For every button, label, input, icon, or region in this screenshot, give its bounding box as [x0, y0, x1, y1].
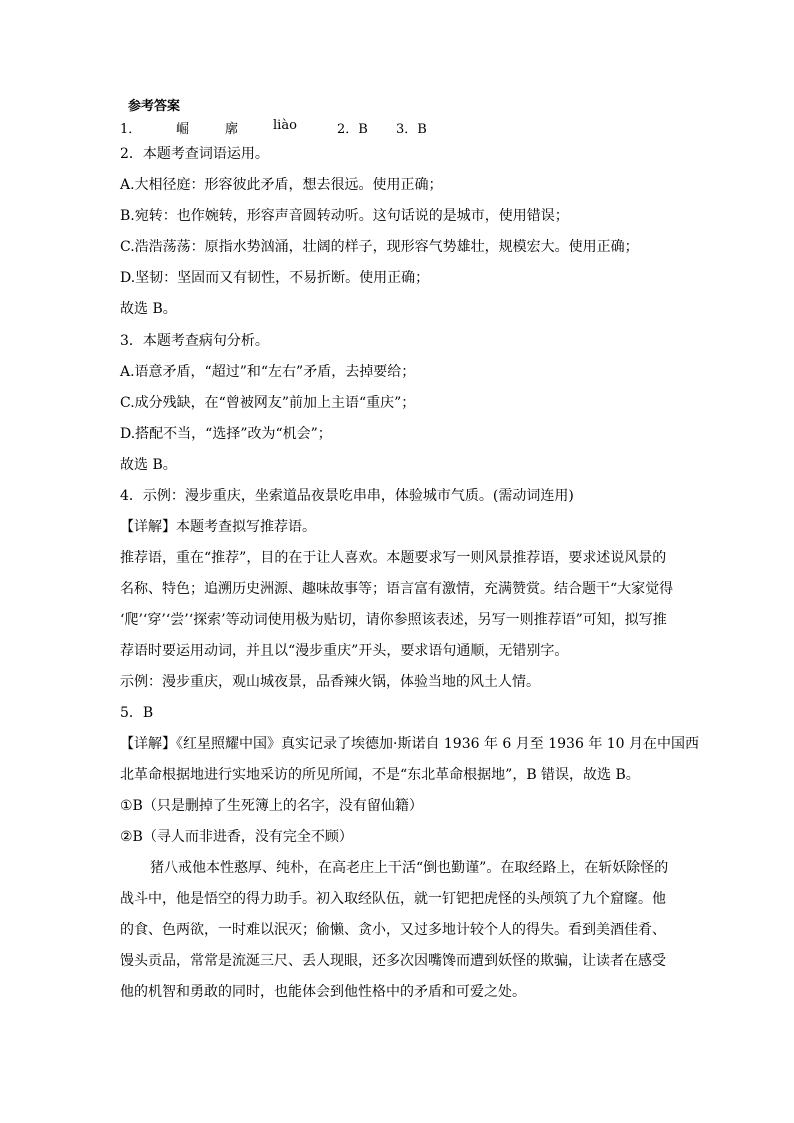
- q5-detail-line: 北革命根据地进行实地采访的所见所闻，不是“东北革命根据地”，B 错误，故选 B。: [120, 767, 640, 783]
- section-q2-heading: 2．本题考查词语运用。: [120, 146, 269, 162]
- q4-detail-line: ‘爬’‘穿’‘尝’‘探索’等动词使用极为贴切，请你参照该表述，另写一则推荐语”可知，拟写推: [120, 612, 667, 628]
- q2-option-b: B.宛转：也作婉转，形容声音圆转动听。这句话说的是城市，使用错误；: [120, 208, 569, 224]
- section-q3-heading: 3．本题考查病句分析。: [120, 333, 269, 349]
- answer-title: 参考答案: [128, 99, 181, 114]
- sub-answer-1: ①B（只是删掉了生死簿上的名字，没有留仙籍）: [120, 798, 423, 814]
- q3-option-c: C.成分残缺，在“曾被网友”前加上主语“重庆”；: [120, 395, 416, 411]
- essay-line: 他的机智和勇敢的同时，也能体会到他性格中的矛盾和可爱之处。: [120, 984, 526, 1000]
- q3-answer: 3．B: [396, 122, 427, 137]
- sub-answer-2: ②B（寻人而非进香，没有完全不顾）: [120, 829, 353, 845]
- q1-answer-b: 廓: [225, 122, 239, 137]
- q5-detail-line: 【详解】《红星照耀中国》真实记录了埃德加·斯诺自 1936 年 6 月至 1936 年 10 月在中国西: [120, 736, 700, 752]
- q3-option-a: A.语意矛盾，“超过”和“左右”矛盾，去掉要给；: [120, 364, 416, 380]
- essay-line: 猪八戒他本性憨厚、纯朴，在高老庄上干活“倒也勤谨”。在取经路上，在斩妖除怪的: [150, 860, 669, 876]
- q4-detail-line: 名称、特色；追溯历史洲源、趣味故事等；语言富有激情，充满赞赏。结合题干“大家觉得: [120, 581, 674, 597]
- q3-option-d: D.搭配不当，“选择”改为“机会”；: [120, 426, 332, 442]
- q4-example: 4．示例：漫步重庆，坐索道品夜景吃串串，体验城市气质。(需动词连用): [120, 488, 574, 504]
- q1-answer-c: liào: [273, 118, 297, 133]
- q1-answer-a: 崛: [176, 122, 190, 137]
- q2-answer: 2．B: [337, 122, 368, 137]
- q2-option-c: C.浩浩荡荡：原指水势汹涌，壮阔的样子，现形容气势雄壮，规模宏大。使用正确；: [120, 239, 639, 255]
- essay-line: 馒头贡品，常常是流涎三尺、丢人现眼，还多次因嘴馋而遭到妖怪的欺骗，让读者在感受: [120, 953, 666, 969]
- q2-option-a: A.大相径庭：形容彼此矛盾，想去很远。使用正确；: [120, 177, 443, 193]
- q4-detail-line: 推荐语，重在“推荐”，目的在于让人喜欢。本题要求写一则风景推荐语，要求述说风景的: [120, 550, 667, 566]
- q3-conclusion: 故选 B。: [120, 457, 177, 473]
- essay-line: 战斗中，他是悟空的得力助手。初入取经队伍，就一钉钯把虎怪的头颅筑了九个窟窿。他: [120, 891, 666, 907]
- q2-option-d: D.坚韧：坚固而又有韧性，不易折断。使用正确；: [120, 270, 430, 286]
- q1-number: 1．: [120, 122, 142, 137]
- q4-detail-line: 荐语时要运用动词，并且以“漫步重庆”开头，要求语句通顺，无错别字。: [120, 643, 569, 659]
- q4-example-2: 示例：漫步重庆，观山城夜景，品香辣火锅，体验当地的风土人情。: [120, 674, 540, 690]
- q2-conclusion: 故选 B。: [120, 301, 177, 317]
- essay-line: 的食、色两欲，一时难以泯灭；偷懒、贪小，又过多地计较个人的得失。看到美酒佳肴、: [120, 922, 666, 938]
- q4-detail-heading: 【详解】本题考查拟写推荐语。: [120, 519, 316, 535]
- q5-answer: 5．B: [120, 705, 154, 721]
